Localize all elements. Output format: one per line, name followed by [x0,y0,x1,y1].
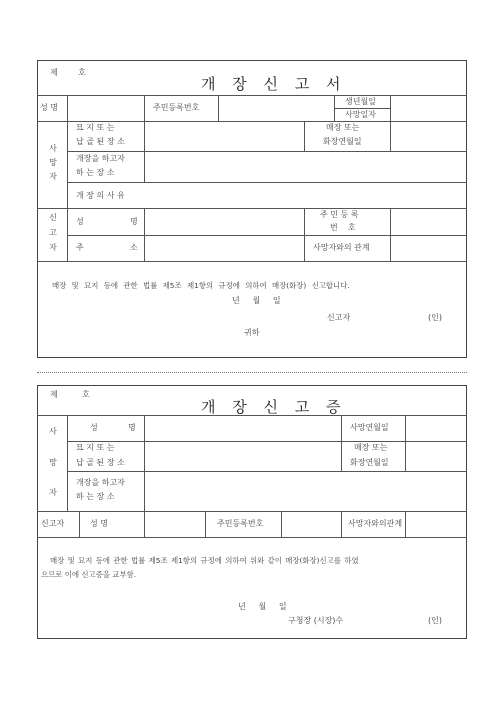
cut-line [37,372,467,373]
form1-deceased-char: 사 [49,144,57,153]
form1-burial-method-1: 매장 또는 [326,123,360,132]
form1-reporter-char: 자 [49,243,57,252]
form2-grave-label-1: 묘 지 또 는 [76,443,115,452]
form2-date-line: 년 월 일 [238,602,287,611]
certificate-form [37,385,467,639]
form1-name-label: 성 명 [40,103,58,112]
form1-line [334,95,335,121]
form1-line [334,108,390,109]
form1-line [67,235,467,236]
form2-line [37,415,467,416]
form2-line [67,471,467,472]
form2-burial-method-2: 화장연월일 [350,458,389,467]
form1-line [390,95,391,121]
report-form [37,60,467,358]
form2-reporter-name-label: 성 명 [90,519,108,528]
form1-addressee: 귀하 [244,328,260,337]
form1-line [218,95,219,121]
form1-line [67,182,467,183]
form1-grave-label-2: 납 골 된 장 소 [76,137,125,146]
form2-deceased-char: 사 [49,427,57,436]
form2-line [341,511,342,537]
form1-line [144,95,145,121]
form1-line [37,261,467,262]
form1-line [67,151,467,152]
form2-reburial-place-1: 개장을 하고자 [76,478,125,487]
form1-reporter-name-label: 성 [76,217,84,226]
form2-death-date-label: 사망연월일 [350,423,389,432]
form2-resident-reg-label: 주민등록번호 [217,519,264,528]
form2-line [205,511,206,537]
form1-line [304,121,305,151]
form2-name-label: 성 [90,423,98,432]
form2-name-label-2: 명 [128,423,136,432]
form1-deceased-char: 자 [49,172,57,181]
form1-reason-label: 개 장 의 사 유 [76,191,125,200]
form1-line [67,95,68,261]
form2-line [79,511,80,537]
form1-deceased-char: 망 [49,158,57,167]
form2-reburial-place-2: 하 는 장 소 [76,492,115,501]
form1-line [390,121,391,151]
form1-relation-label: 사망자와의 관계 [313,243,370,252]
form2-line [405,415,406,471]
form2-line [144,511,145,537]
form1-number-prefix: 제 [50,68,58,77]
form1-body-text: 매장 및 묘지 등에 관한 법률 제5조 제1항의 규정에 의하여 매장(화장) 신고합니다. [52,281,350,290]
form2-relation-label: 사망자와의관계 [348,519,403,528]
form2-line [144,415,145,511]
form1-reporter-char: 고 [49,228,57,237]
form2-seal: (인) [428,616,442,625]
form2-line [37,511,467,512]
form2-burial-method-1: 매장 또는 [354,443,388,452]
form2-line [281,511,282,537]
form2-issuer: 구청장 (시장)수 [288,616,344,625]
form1-reburial-place-1: 개장을 하고자 [76,154,125,163]
form1-line [144,121,145,182]
form2-number-suffix: 호 [82,390,90,399]
form1-seal: (인) [428,313,442,322]
form1-reporter-reg-2: 번 호 [330,223,356,232]
form1-burial-method-2: 화장연월일 [323,137,362,146]
form1-line [304,208,305,261]
form2-number-prefix: 제 [50,390,58,399]
form1-reporter-sign: 신고자 [327,313,351,322]
form2-body-text-2: 으므로 이에 신고증을 교부함. [41,570,137,579]
form2-line [67,441,467,442]
form1-number-suffix: 호 [78,68,86,77]
form2-line [405,511,406,537]
form2-deceased-char: 자 [49,488,57,497]
form2-grave-label-2: 납 골 된 장 소 [76,458,125,467]
form1-line [144,208,145,261]
form1-line [37,208,467,209]
form2-deceased-char: 망 [49,458,57,467]
form1-birth-label: 생년월일 [345,97,376,106]
form2-title: 개 장 신 고 증 [201,398,347,416]
form1-reporter-reg-1: 주 민 등 록 [320,210,359,219]
form1-address-label-2: 소 [130,243,138,252]
form1-line [37,121,467,122]
form1-address-label: 주 [76,243,84,252]
form2-reporter-label: 신고자 [41,519,65,528]
form1-death-date-label: 사망일자 [345,110,376,119]
form2-body-text-1: 매장 및 묘지 등에 관한 법률 제5조 제1항의 규정에 의하여 위와 같이 매장(화장)신고를 하였 [50,556,359,565]
form1-date-line: 년 월 일 [232,296,281,305]
form1-title: 개 장 신 고 서 [201,75,347,93]
form1-reporter-char: 신 [49,213,57,222]
form1-reburial-place-2: 하 는 장 소 [76,168,115,177]
form2-line [37,537,467,538]
form1-line [390,208,391,261]
form1-reporter-name-label-2: 명 [130,217,138,226]
form1-grave-label-1: 묘 지 또 는 [76,123,115,132]
form1-line [37,95,467,96]
form1-resident-reg-label: 주민등록번호 [153,103,200,112]
form2-line [341,415,342,471]
form2-line [67,415,68,511]
